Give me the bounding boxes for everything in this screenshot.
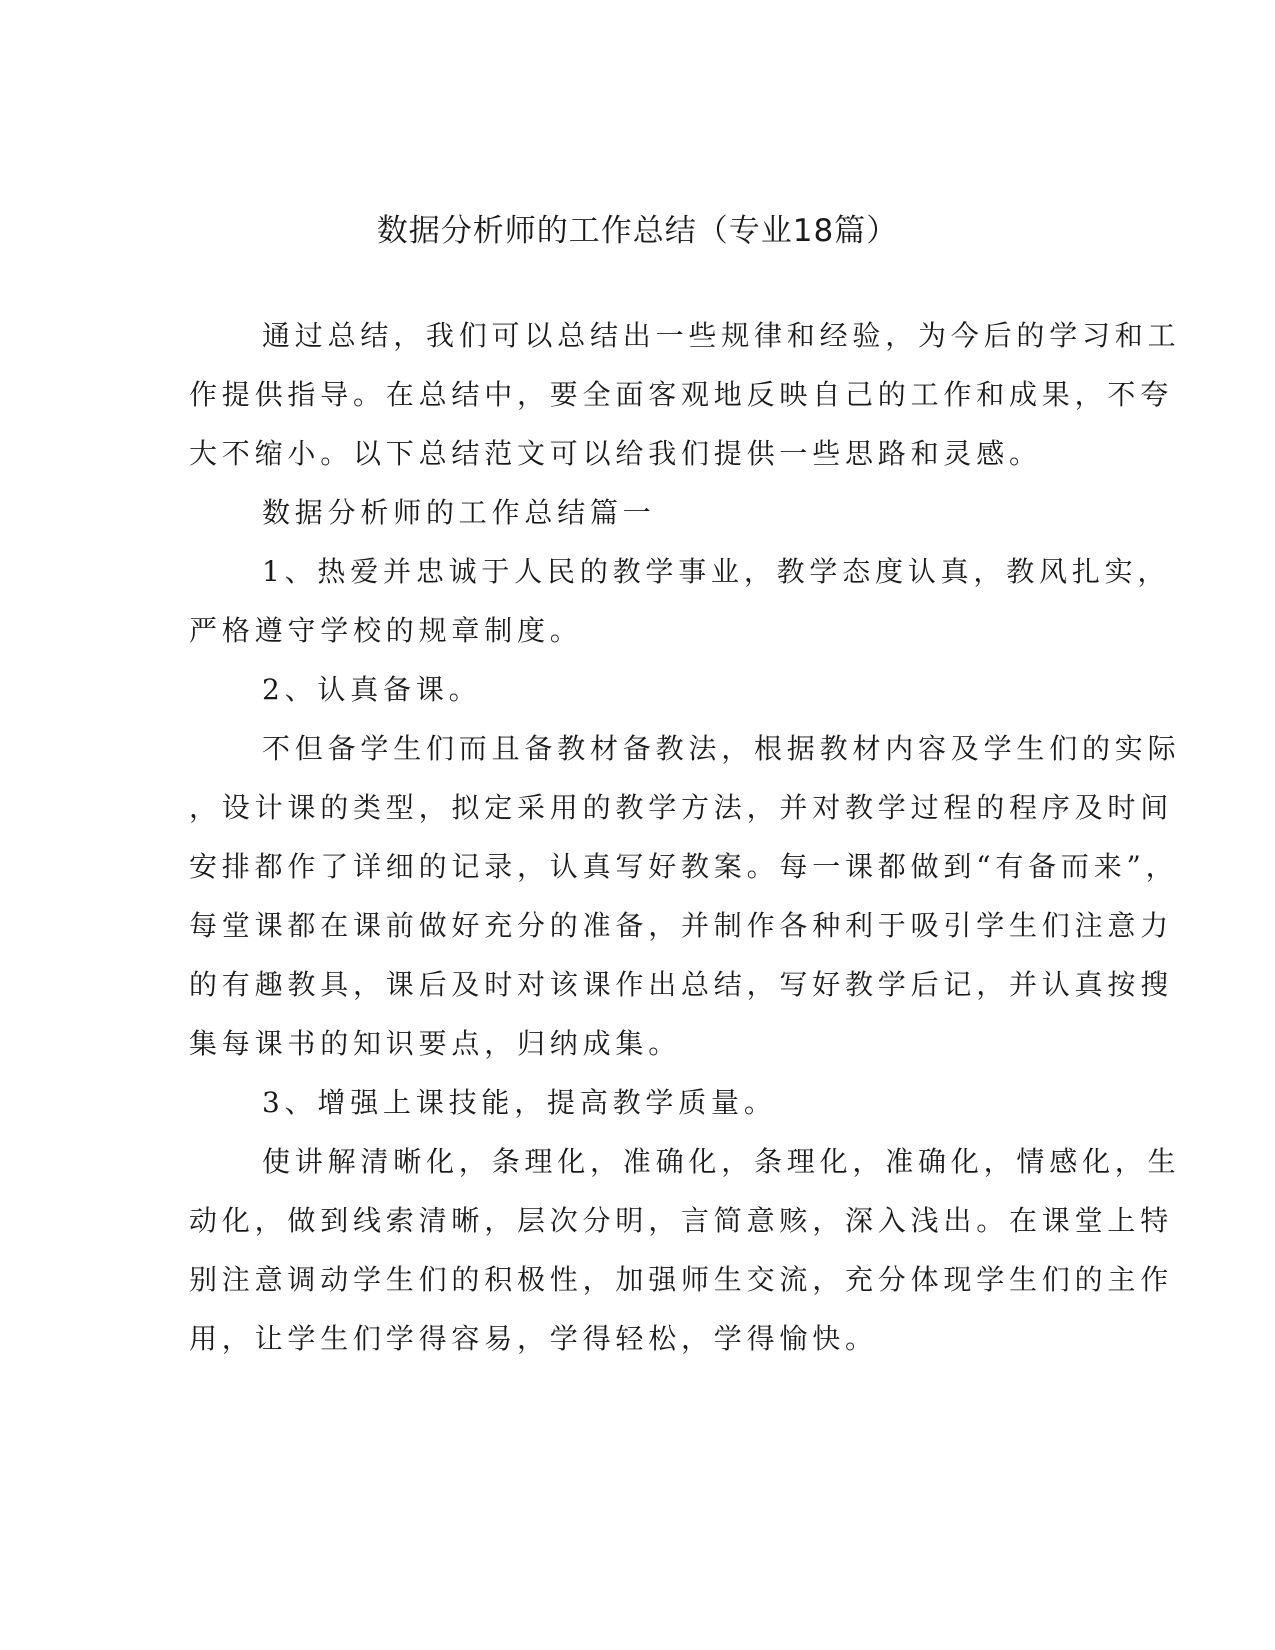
- item-3-line-2: 动化，做到线索清晰，层次分明，言简意赅，深入浅出。在课堂上特: [189, 1204, 1174, 1237]
- section-heading-1: 数据分析师的工作总结篇一: [262, 496, 656, 529]
- item-3-heading: 3、增强上课技能，提高教学质量。: [262, 1086, 777, 1119]
- item-1-line-2: 严格遵守学校的规章制度。: [189, 614, 583, 647]
- item-3-line-3: 别注意调动学生们的积极性，加强师生交流，充分体现学生们的主作: [189, 1263, 1174, 1296]
- item-2-line-5: 的有趣教具，课后及时对该课作出总结，写好教学后记，并认真按搜: [189, 968, 1174, 1001]
- item-3-line-1: 使讲解清晰化，条理化，准确化，条理化，准确化，情感化，生: [262, 1145, 1181, 1178]
- intro-line-2: 作提供指导。在总结中，要全面客观地反映自己的工作和成果，不夸: [189, 378, 1174, 411]
- intro-line-3: 大不缩小。以下总结范文可以给我们提供一些思路和灵感。: [189, 437, 1042, 470]
- item-2-line-3: 安排都作了详细的记录，认真写好教案。每一课都做到“有备而来”，: [189, 850, 1179, 883]
- document-title: 数据分析师的工作总结（专业18篇）: [376, 213, 899, 249]
- item-2-line-4: 每堂课都在课前做好充分的准备，并制作各种利于吸引学生们注意力: [189, 909, 1174, 942]
- intro-line-1: 通过总结，我们可以总结出一些规律和经验，为今后的学习和工: [262, 319, 1181, 352]
- item-3-line-4: 用，让学生们学得容易，学得轻松，学得愉快。: [189, 1322, 878, 1355]
- item-2-line-6: 集每课书的知识要点，归纳成集。: [189, 1027, 682, 1060]
- item-2-line-2: ，设计课的类型，拟定采用的教学方法，并对教学过程的程序及时间: [189, 791, 1174, 824]
- item-2-heading: 2、认真备课。: [262, 673, 482, 706]
- item-1-line-1: 1、热爱并忠诚于人民的教学事业，教学态度认真，教风扎实，: [262, 555, 1171, 588]
- item-2-line-1: 不但备学生们而且备教材备教法，根据教材内容及学生们的实际: [262, 732, 1181, 765]
